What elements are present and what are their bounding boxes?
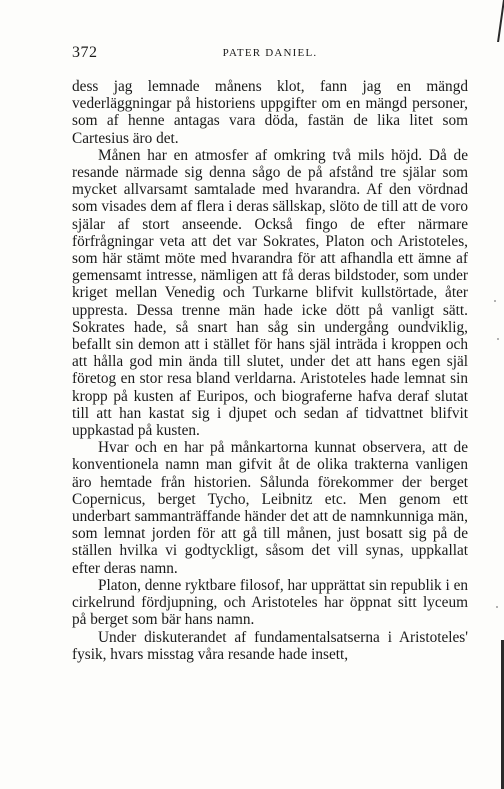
running-title: PATER DANIEL. xyxy=(222,47,318,59)
body-text xyxy=(72,78,468,663)
paragraph: Platon, denne ryktbare filosof, har upprättat sin republik i en cirkelrund fördjupning, och Aristoteles har öppnat sitt lyceum på berget som bär hans namn. xyxy=(72,576,469,629)
paper-speck xyxy=(494,300,496,302)
paper-speck xyxy=(497,338,499,340)
paper-speck xyxy=(496,606,498,608)
page-header xyxy=(72,44,468,64)
paragraph-continued: dess jag lemnade månens klot, fann jag en mängd vederläggningar på historiens uppgifter om en mängd personer, som af henne antagas vara döda, fastän de lika litet som Cartesius äro det. xyxy=(72,78,468,147)
page-edge-shadow-top xyxy=(497,0,504,42)
paragraph: Månen har en atmosfer af omkring två mils höjd. Då de resande närmade sig denna sågo de på afstånd tre själar som mycket allvarsamt samtalade med hvarandra. Af den vördnad som visades dem af flera i deras sällskap, slöto de till att de voro själar af stort anseende. Också fingo de efter närmare förfrågningar veta att det var Sokrates, Platon och Aristoteles, som här stämt möte med hvarandra för att afhandla ett ämne af gemensamt intresse, nämligen att få deras bildstoder, som under kriget mellan Venedig och Turkarne blifvit kullstörtade, åter uppresta. Dessa trenne män hade icke dött på vanligt sätt. Sokrates hade, så snart han såg sin undergång oundviklig, befallt sin demon att i stället för hans själ inträda i kroppen och att hålla god min ända till slutet, under det att hans egen själ företog en stor resa bland verldarna. Aristoteles hade lemnat sin kropp på kusten af Euripos, och biograferne hafva deraf slutat till att han kastat sig i djupet och sedan af tidvattnet blifvit uppkastad på kusten. xyxy=(72,146,468,440)
paragraph: Under diskuterandet af fundamentalsatserna i Aristoteles' fysik, hvars misstag våra resande hade insett, xyxy=(72,628,468,663)
paragraph: Hvar och en har på månkartorna kunnat observera, att de konventionela namn man gifvit åt de olika trakterna vanligen äro hemtade från historien. Sålunda förekommer der berget Copernicus, berget Tycho, Leibnitz etc. Men genom ett underbart sammanträffande händer det att de namnkunniga män, som lemnat jorden för att gå till månen, just bosatt sig på de ställen hvilka vi godtyckligt, såsom det vill synas, uppkallat efter deras namn. xyxy=(72,439,468,577)
page-number: 372 xyxy=(72,44,98,61)
